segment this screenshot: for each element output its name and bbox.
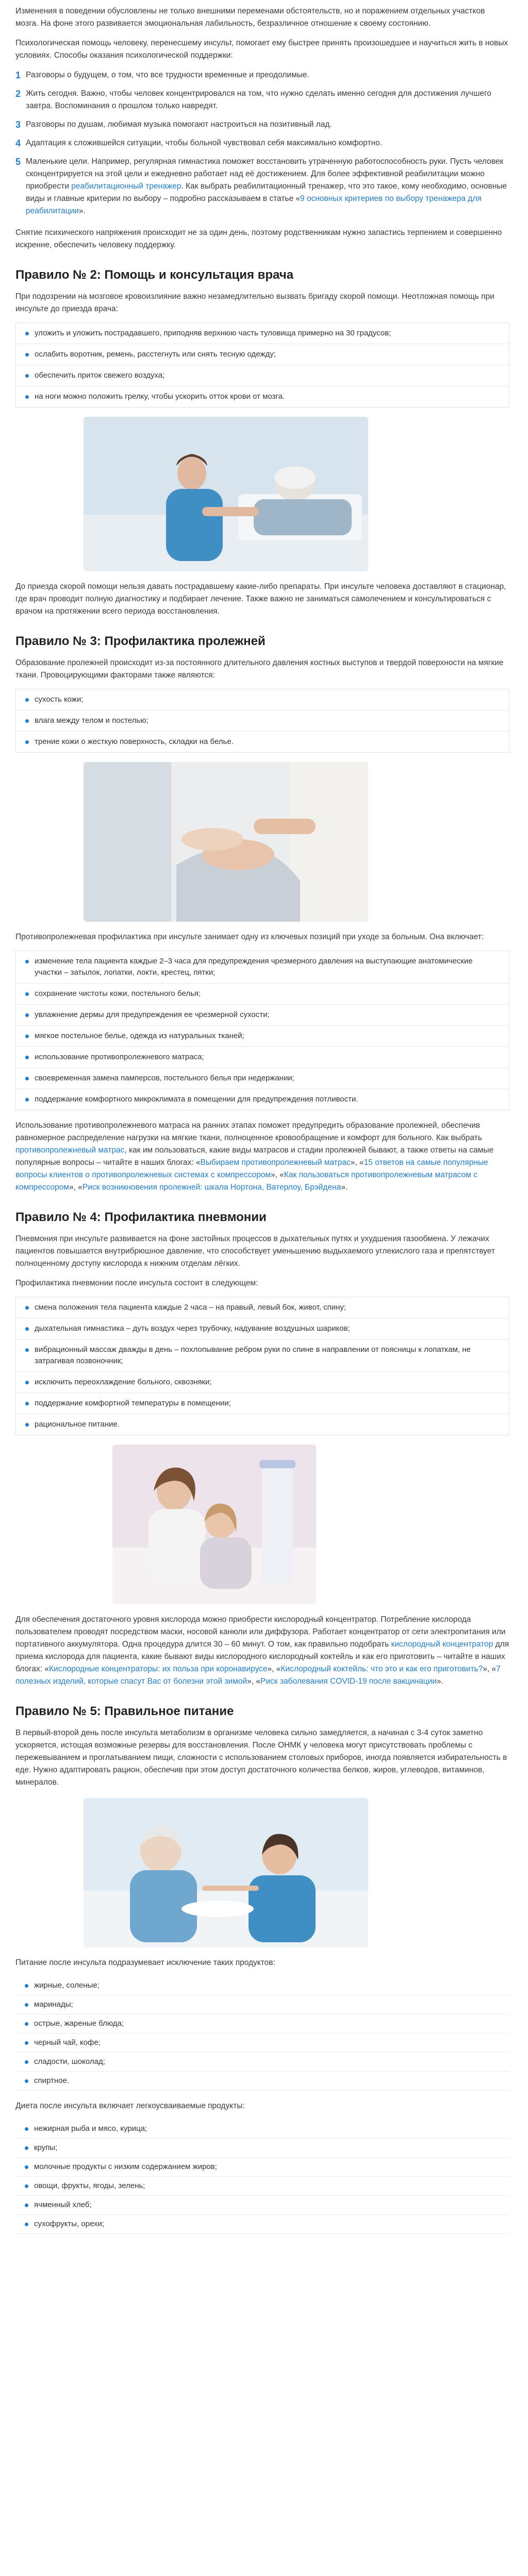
list-item-text: обеспечить приток свежего воздуха;	[35, 371, 165, 380]
rehab-trainer-link[interactable]: реабилитационный тренажер	[71, 182, 182, 191]
list-item	[16, 1047, 509, 1068]
bullet-icon	[25, 2146, 34, 2150]
tip-item	[15, 156, 509, 217]
paragraph-part: ».	[341, 1183, 348, 1192]
pneumonia-prevention-list	[15, 1297, 509, 1435]
paragraph-part: », «	[267, 1665, 281, 1673]
paragraph-part: Использование противопролежневого матраса на ранних этапах поможет предупредить образование пролежней, обеспечив равномерное распределение нагрузки на мягкие ткани, полноценное кровообращение и комфорт для больного. Как выбрать	[15, 1121, 482, 1142]
intro-paragraph-1: Изменения в поведении обусловлены не только внешними переменами обстоятельств, но и поражением отдельных участков мозга. На фоне этого развивается эмоциональная лабильность, безразличное отношение к своему состоянию.	[15, 7, 485, 28]
list-item-text: ослабить воротник, ремень, расстегнуть или снять тесную одежду;	[35, 350, 276, 359]
tip-text-part: ».	[78, 207, 86, 215]
tip-text	[26, 156, 509, 217]
rule-4-heading: Правило № 4: Профилактика пневмонии	[15, 1210, 267, 1224]
rule-2-after: До приезда скорой помощи нельзя давать пострадавшему какие-либо препараты. При инсульте человека доставляют в стационар, где врач проводит полную диагностику и подбирает лечение. Также важно не заниматься самолечением и консультироваться с врачом на протяжении всего периода восстановления.	[15, 582, 506, 616]
list-item-text: сухость кожи;	[35, 695, 84, 704]
list-item	[15, 2158, 509, 2177]
feeding-patient-photo	[84, 1798, 368, 1947]
paragraph-part: », «	[271, 1171, 284, 1179]
list-item-text: увлажнение дермы для предупреждения ее чрезмерной сухости;	[35, 1010, 270, 1019]
rule-2-heading: Правило № 2: Помощь и консультация врача	[15, 268, 294, 282]
list-item-text: маринады;	[34, 2000, 73, 2009]
tip-number: 1	[15, 70, 21, 80]
list-item-text: черный чай, кофе;	[34, 2038, 101, 2047]
oxygen-concentrator-illustration	[112, 1445, 316, 1604]
list-item-text: уложить и уложить пострадавшего, приподняв верхнюю часть туловища примерно на 30 градусов;	[35, 329, 391, 337]
list-item-text: крупы;	[34, 2143, 58, 2152]
list-item	[16, 1026, 509, 1047]
women-with-oxygen-photo	[112, 1445, 316, 1604]
tip-text: Разговоры о будущем, о том, что все трудности временные и преодолимые.	[26, 71, 309, 79]
list-item	[16, 1318, 509, 1340]
bullet-icon	[25, 719, 35, 723]
bedsore-prevention-list	[15, 951, 509, 1110]
elderly-hands-photo	[84, 762, 368, 922]
bullet-icon	[25, 1423, 35, 1427]
bullet-icon	[25, 960, 35, 963]
bullet-icon	[25, 353, 35, 357]
rule-5-intro: В первый-второй день после инсульта метаболизм в организме человека сильно замедляется, а начиная с 3-4 суток заметно ускоряется, истощая возможные резервы для восстановления. После ОНМК у человека могут присутствовать проблемы с пережевыванием и проглатыванием пищи, сложности с использованием столовых приборов, иногда появляется избирательность в еде. Нужно адаптировать рацион, обеспечив при этом доступ достаточного количества белков, жиров, углеводов, витаминов, минералов.	[15, 1728, 507, 1787]
list-item-text: дыхательная гимнастика – дуть воздух через трубочку, надувание воздушных шариков;	[35, 1324, 350, 1333]
bullet-icon	[25, 2165, 34, 2169]
bullet-icon	[25, 1348, 35, 1352]
article-page	[0, 5, 528, 2264]
bullet-icon	[25, 2041, 34, 2045]
list-item-text: влага между телом и постелью;	[35, 716, 148, 725]
list-item-text: вибрационный массаж дважды в день – похлопывание ребром руки по спине в направлении от поясницы к лопаткам, не затрагивая позвоночник;	[35, 1345, 471, 1365]
bullet-icon	[25, 1056, 35, 1059]
list-item	[15, 2196, 509, 2215]
list-item	[15, 2053, 509, 2072]
rule-4-intro: Пневмония при инсульте развивается на фоне застойных процессов в дыхательных путях и ухудшения газообмена. У лежачих пациентов повышается внутрибрюшное давление, что способствует уменьшению выдыхаемого углекислого газа и препятствует полноценному доступу кислорода к нижним отделам лёгких.	[15, 1234, 495, 1268]
list-item-text: смена положения тела пациента каждые 2 часа – на правый, левый бок, живот, спину;	[35, 1303, 346, 1312]
list-item	[16, 732, 509, 752]
tip-text: Адаптация к сложившейся ситуации, чтобы больной чувствовал себя максимально комфортно.	[26, 139, 383, 147]
list-item	[16, 984, 509, 1005]
hands-illustration	[84, 762, 368, 922]
rule-3-after	[15, 1120, 509, 1194]
bullet-icon	[25, 332, 35, 335]
rule-3-intro: Образование пролежней происходит из-за постоянного длительного давления костных выступов и твердой поверхности на мягкие ткани. Провоцирующими факторами также являются:	[15, 658, 504, 680]
tip-number: 3	[15, 120, 21, 130]
blog-link-7-useful-items[interactable]: 7 полезных изделий, которые спасут Вас от болезни этой зимой	[15, 1665, 501, 1686]
list-item	[16, 951, 509, 984]
list-item	[15, 2072, 509, 2091]
list-item-text: изменение тела пациента каждые 2–3 часа для предупреждения чрезмерного давления на выступающие анатомические участки – затылок, лопатки, локти, крестец, пятки;	[35, 957, 473, 977]
paragraph-part: », «	[483, 1665, 497, 1673]
rule-4-after	[15, 1614, 509, 1688]
list-item	[16, 344, 509, 365]
bullet-icon	[25, 1098, 35, 1101]
rule-2-intro: При подозрении на мозговое кровоизлияние важно незамедлительно вызвать бригаду скорой помощи. Неотложная помощь при инсульте до приезда врача:	[15, 292, 494, 313]
bullet-icon	[25, 1306, 35, 1310]
list-item-text: сладости, шоколад;	[34, 2057, 105, 2066]
list-item	[16, 710, 509, 732]
rule-5-mid2: Диета после инсульта включает легкоусваиваемые продукты:	[15, 2102, 245, 2110]
tip-text: Жить сегодня. Важно, чтобы человек концентрировался на том, что нужно сделать именно сегодня для достижения лучшего завтра. Воспоминания о прошлом только навредят.	[26, 89, 491, 110]
list-item-text: поддержание комфортного микроклимата в помещении для предупреждения потливости.	[35, 1095, 358, 1104]
rule-4-mid: Профилактика пневмонии после инсульта состоит в следующем:	[15, 1279, 258, 1287]
paragraph-part: Для обеспечения достаточного уровня кислорода можно приобрести кислородный концентратор. Потребление кислорода пользователем проводят посредством маски, носовой канюли или диффузора. Работает концентратор от сети электропитания или портативного аккумулятора. Одна процедура длится 30 – 60 минут. О том, как правильно подобрать	[15, 1615, 506, 1649]
paragraph-part: », «	[247, 1677, 260, 1686]
bullet-icon	[25, 2003, 34, 2007]
tip-item	[15, 118, 509, 131]
tip-text-part: . Как выбрать реабилитационный тренажер, что это такое, кому необходимо, основные виды и главные критерии по выбору – подробно рассказываем в статье «	[26, 182, 507, 203]
blog-link-how-to-use-mattress[interactable]: Как пользоваться противопролежневым матрасом с компрессором	[15, 1171, 477, 1192]
rule-5-heading: Правило № 5: Правильное питание	[15, 1704, 234, 1718]
blog-link-bedsore-risk-scales[interactable]: Риск возникновения пролежней: шкала Нортона, Ватерлоу, Брэйдена	[82, 1183, 341, 1192]
list-item	[16, 365, 509, 386]
rule-5-mid: Питание после инсульта подразумевает исключение таких продуктов:	[15, 1958, 275, 1967]
list-item-text: поддержание комфортной температуры в помещении;	[35, 1399, 231, 1408]
tip-text: Разговоры по душам, любимая музыка помогают настроиться на позитивный лад.	[26, 120, 332, 129]
list-item	[16, 1340, 509, 1372]
article-content	[6, 5, 522, 2234]
list-item	[16, 1068, 509, 1089]
list-item	[16, 1393, 509, 1414]
list-item	[15, 2033, 509, 2053]
rule-3-mid: Противопролежневая профилактика при инсульте занимает одну из ключевых позиций при уходе за больным. Она включает:	[15, 933, 484, 941]
blog-link-covid-risk[interactable]: Риск заболевания COVID-19 после вакцинации	[260, 1677, 437, 1686]
bullet-icon	[25, 395, 35, 399]
tip-item	[15, 88, 509, 112]
blog-link-concentrators-coronavirus[interactable]: Кислородные концентраторы: их польза при коронавирусе	[48, 1665, 268, 1673]
list-item	[15, 1995, 509, 2014]
list-item-text: ячменный хлеб;	[34, 2200, 92, 2209]
list-item	[15, 2139, 509, 2158]
after-tips-paragraph: Снятие психического напряжения происходит не за один день, поэтому родственникам нужно запастись терпением и совершенно искренне, обеспечить человеку поддержку.	[15, 228, 502, 249]
bullet-icon	[25, 374, 35, 378]
bullet-icon	[25, 2022, 34, 2026]
list-item	[15, 2120, 509, 2139]
tip-number: 4	[15, 138, 21, 148]
bullet-icon	[25, 1077, 35, 1080]
list-item	[16, 689, 509, 710]
tip-number: 2	[15, 89, 21, 99]
list-item-text: исключить переохлаждение больного, сквозняки;	[35, 1378, 212, 1386]
list-item-text: на ноги можно положить грелку, чтобы ускорить отток крови от мозга.	[35, 392, 285, 401]
oxygen-concentrator-link[interactable]: кислородный концентратор	[391, 1640, 493, 1649]
included-foods-list	[15, 2120, 509, 2234]
list-item-text: мягкое постельное белье, одежда из натуральных тканей;	[35, 1031, 244, 1040]
bullet-icon	[25, 740, 35, 744]
list-item-text: использование противопролежневого матраса;	[35, 1053, 204, 1061]
first-aid-list	[15, 323, 509, 408]
list-item-text: сохранение чистоты кожи, постельного белья;	[35, 989, 201, 998]
blog-link-choose-mattress[interactable]: Выбираем противопролежневый матрас	[200, 1158, 351, 1167]
list-item	[16, 1089, 509, 1110]
list-item-text: нежирная рыба и мясо, курица;	[34, 2124, 147, 2133]
bedsore-factors-list	[15, 689, 509, 753]
paragraph-part: », «	[69, 1183, 82, 1192]
bullet-icon	[25, 1381, 35, 1384]
bullet-icon	[25, 698, 35, 702]
excluded-foods-list	[15, 1976, 509, 2091]
list-item-text: рациональное питание.	[35, 1420, 120, 1429]
rule-3-heading: Правило № 3: Профилактика пролежней	[15, 634, 266, 648]
bullet-icon	[25, 2060, 34, 2064]
list-item	[16, 386, 509, 407]
list-item-text: жирные, соленые;	[34, 1981, 100, 1990]
list-item	[15, 2215, 509, 2234]
list-item-text: овощи, фрукты, ягоды, зелень;	[34, 2181, 145, 2190]
bullet-icon	[25, 1035, 35, 1038]
feeding-illustration	[84, 1798, 368, 1947]
bullet-icon	[25, 1402, 35, 1405]
list-item	[15, 2014, 509, 2033]
bullet-icon	[25, 1327, 35, 1331]
list-item-text: своевременная замена памперсов, постельного белья при недержании;	[35, 1074, 294, 1082]
paragraph-part: для приема кислорода для пациента, какие бывают виды кислородного кислородный коктейль и как его приготовить – читайте в наших блогах: «	[15, 1640, 509, 1673]
list-item	[16, 1414, 509, 1435]
mattress-link[interactable]: противопролежневый матрас	[15, 1146, 125, 1155]
bullet-icon	[25, 1984, 34, 1988]
list-item-text: трение кожи о жесткую поверхность, складки на белье.	[35, 737, 234, 746]
tip-item	[15, 69, 509, 81]
rehab-criteria-article-link[interactable]: 9 основных критериев по выбору тренажера для реабилитации	[26, 194, 482, 215]
list-item-text: спиртное.	[34, 2076, 70, 2085]
bullet-icon	[25, 2079, 34, 2083]
bullet-icon	[25, 2184, 34, 2188]
bullet-icon	[25, 992, 35, 996]
paragraph-part: , как им пользоваться, какие виды матрасов и стадии пролежней бывают, а также ответы на самые популярные вопросы – читайте в наших блогах: «	[15, 1146, 494, 1167]
nurse-with-patient-photo	[84, 417, 368, 571]
nurse-patient-illustration	[84, 417, 368, 571]
list-item-text: сухофрукты, орехи;	[34, 2219, 105, 2228]
tip-item	[15, 137, 509, 149]
list-item-text: молочные продукты с низким содержанием жиров;	[34, 2162, 217, 2171]
bullet-icon	[25, 2127, 34, 2131]
bullet-icon	[25, 2223, 34, 2226]
paragraph-part: ».	[436, 1677, 443, 1686]
support-tips-list	[15, 69, 509, 217]
list-item	[16, 1372, 509, 1393]
list-item	[15, 1976, 509, 1995]
list-item-text: острые, жареные блюда;	[34, 2019, 124, 2028]
blog-link-oxygen-cocktail[interactable]: Кислородный коктейль: что это и как его приготовить?	[280, 1665, 483, 1673]
intro-paragraph-2: Психологическая помощь человеку, перенесшему инсульт, помогает ему быстрее принять произошедшее и научиться жить в новых условиях. Способы оказания психологической поддержки:	[15, 39, 508, 60]
list-item	[16, 323, 509, 344]
paragraph-part: », «	[350, 1158, 364, 1167]
blog-link-15-answers[interactable]: 15 ответов на самые популярные вопросы клиентов о противопролежневых системах с компрессором	[15, 1158, 488, 1179]
list-item	[15, 2177, 509, 2196]
tip-number: 5	[15, 157, 21, 167]
list-item	[16, 1297, 509, 1318]
bullet-icon	[25, 2204, 34, 2207]
tip-text-part: Маленькие цели. Например, регулярная гимнастика поможет восстановить утраченную работоспособность руки. Пусть человек сконцентрируется на этой цели и ежедневно работает над её достижением. Для более эффективной реабилитации можно приобрести	[26, 157, 504, 191]
bullet-icon	[25, 1013, 35, 1017]
list-item	[16, 1005, 509, 1026]
